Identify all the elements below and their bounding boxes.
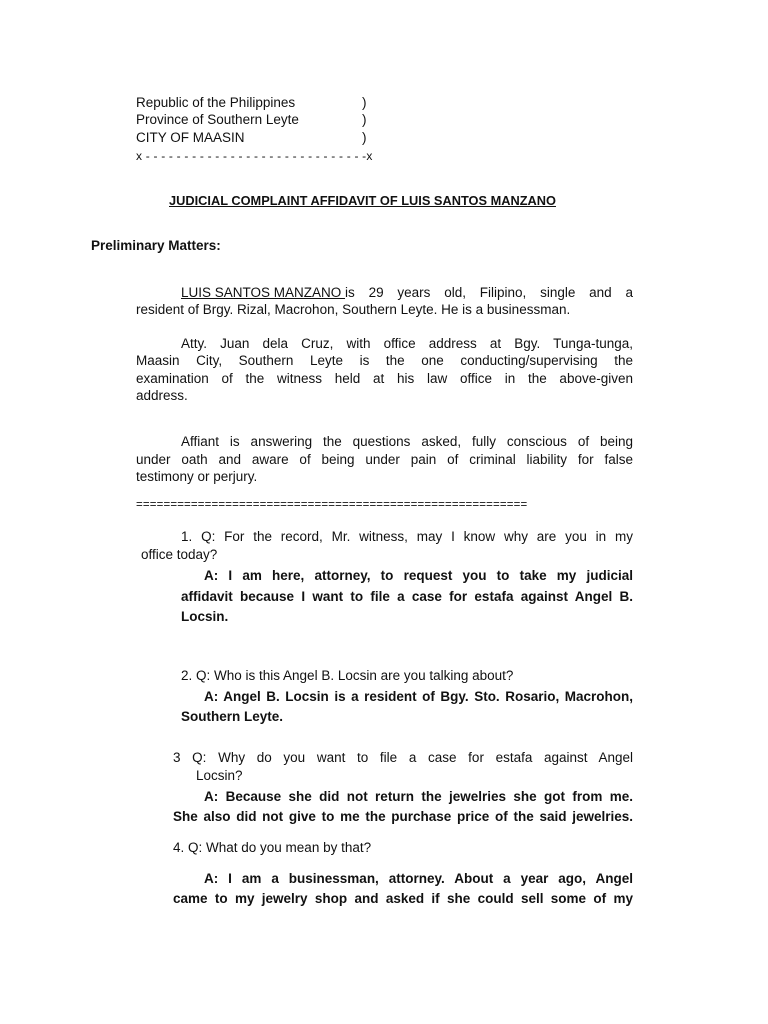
question-4-line1: 4. Q: What do you mean by that? (173, 840, 372, 855)
document-title: JUDICIAL COMPLAINT AFFIDAVIT OF LUIS SANTOS MANZANO (169, 193, 556, 208)
section-divider: ========================================================= (136, 499, 528, 511)
question-3-line2: Locsin? (196, 768, 243, 783)
para2-line3: examination of the witness held at his law office in the above-given (136, 371, 633, 386)
caption-republic: Republic of the Philippines (136, 95, 296, 110)
question-2-line1: 2. Q: Who is this Angel B. Locsin are you talking about? (181, 668, 514, 683)
answer-3-line2: She also did not give to me the purchase price of the said jewelries. (173, 809, 633, 824)
preliminary-heading: Preliminary Matters: (91, 238, 221, 253)
para1-line1-rest: is 29 years old, Filipino, single and a (345, 285, 633, 300)
answer-1-line2: affidavit because I want to file a case for estafa against Angel B. (181, 589, 633, 604)
question-1-line1: 1. Q: For the record, Mr. witness, may I know why are you in my (181, 529, 633, 544)
answer-2-line2: Southern Leyte. (181, 709, 284, 724)
para1-line2: resident of Brgy. Rizal, Macrohon, Southern Leyte. He is a businessman. (136, 302, 571, 317)
question-3-line1: 3 Q: Why do you want to file a case for estafa against Angel (173, 750, 633, 765)
affiant-name: LUIS SANTOS MANZANO (181, 285, 346, 300)
answer-3-line1: A: Because she did not return the jewelries she got from me. (204, 789, 633, 804)
caption-paren-1: ) (362, 95, 367, 110)
para3-line3: testimony or perjury. (136, 469, 258, 484)
para3-line2: under oath and aware of being under pain of criminal liability for false (136, 452, 633, 467)
answer-4-line1: A: I am a businessman, attorney. About a year ago, Angel (204, 871, 633, 886)
question-1-line2: office today? (141, 547, 218, 562)
caption-province: Province of Southern Leyte (136, 112, 299, 127)
para2-line1: Atty. Juan dela Cruz, with office address at Bgy. Tunga-tunga, (181, 336, 633, 351)
caption-paren-2: ) (362, 112, 367, 127)
answer-1-line1: A: I am here, attorney, to request you to take my judicial (204, 568, 633, 583)
answer-1-line3: Locsin. (181, 609, 229, 624)
para2-line2: Maasin City, Southern Leyte is the one conducting/supervising the (136, 353, 633, 368)
answer-4-line2: came to my jewelry shop and asked if she could sell some of my (173, 891, 633, 906)
para3-line1: Affiant is answering the questions asked, fully conscious of being (181, 434, 633, 449)
caption-city: CITY OF MAASIN (136, 130, 245, 145)
para1-line1 (181, 284, 633, 302)
caption-paren-3: ) (362, 130, 367, 145)
caption-separator: x - - - - - - - - - - - - - - - - - - - - - - - - - - - - -x (136, 149, 373, 163)
para2-line4: address. (136, 388, 188, 403)
answer-2-line1: A: Angel B. Locsin is a resident of Bgy. Sto. Rosario, Macrohon, (204, 689, 633, 704)
